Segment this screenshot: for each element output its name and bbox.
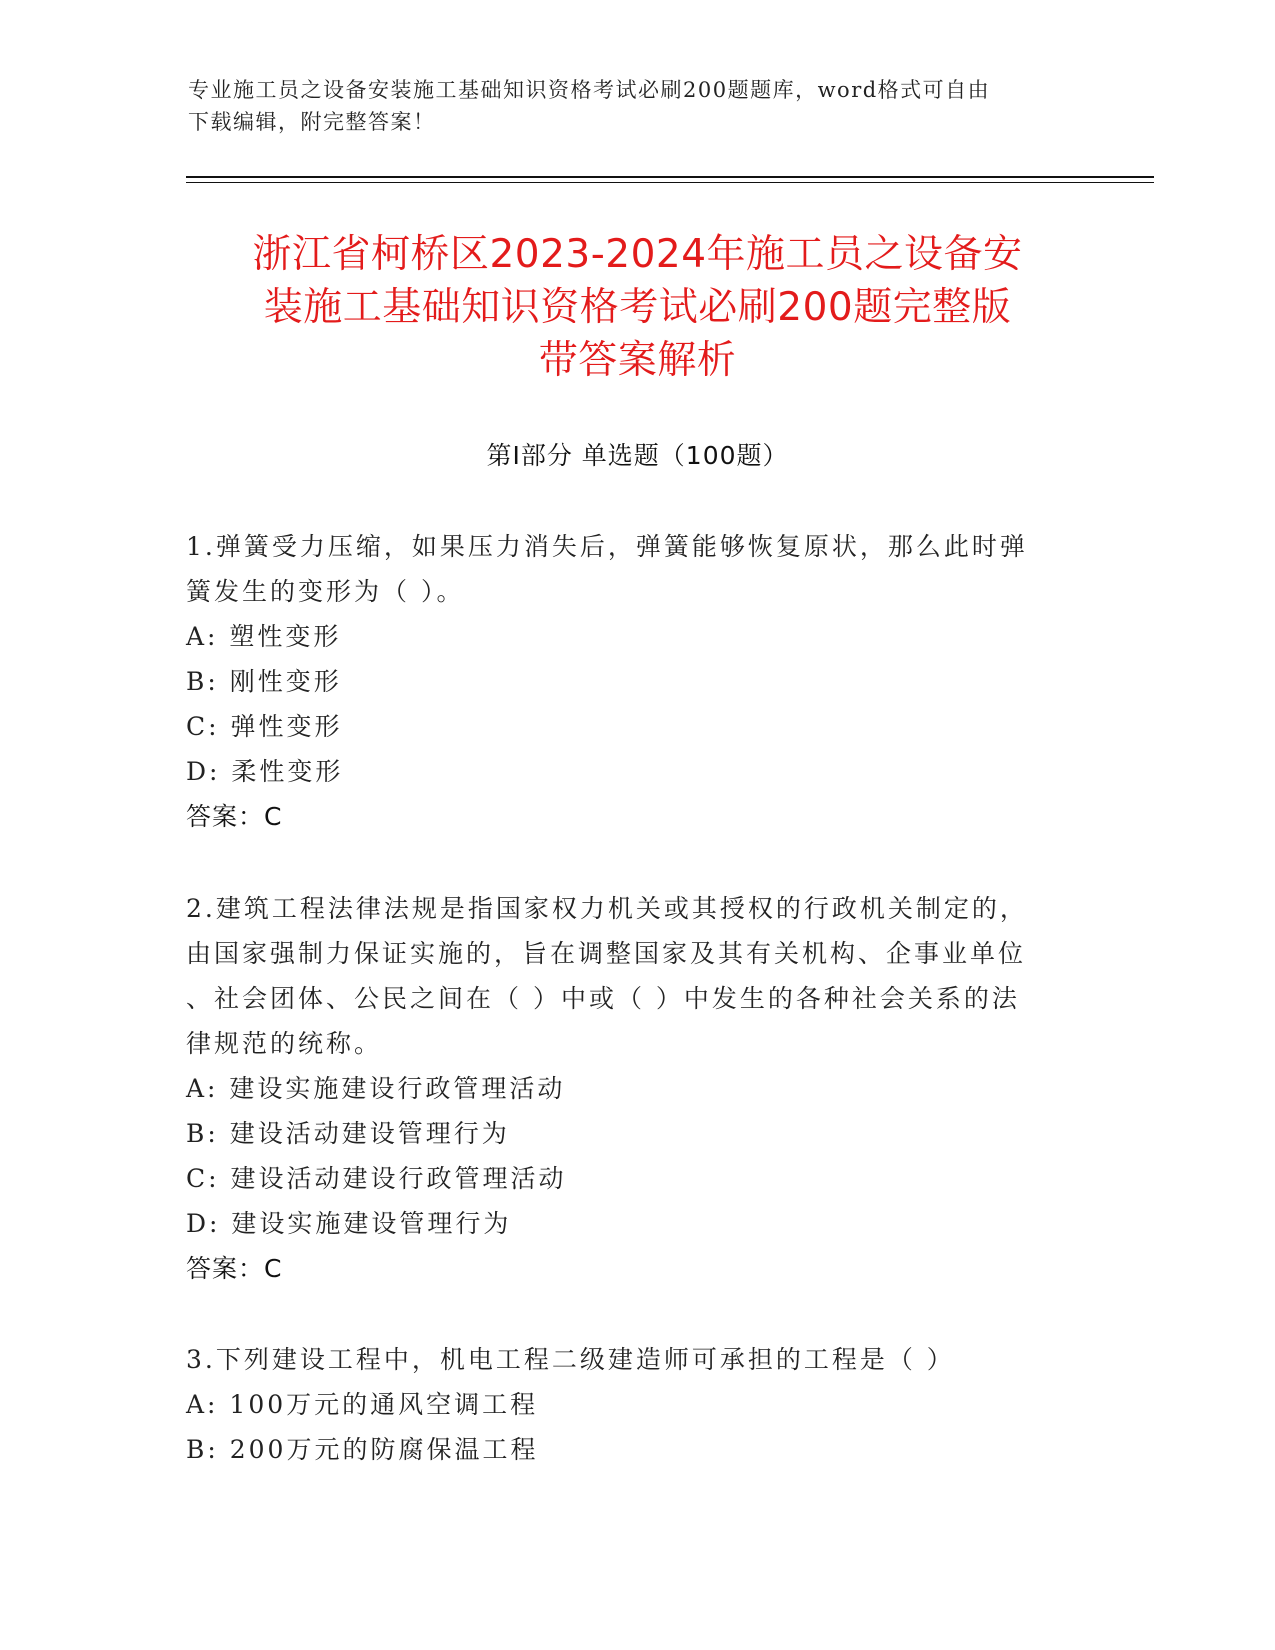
question-item	[186, 524, 1066, 839]
option-d: D: 建设实施建设管理行为	[186, 1209, 512, 1238]
question-stem	[186, 886, 1066, 1066]
header-divider-thick	[186, 176, 1154, 178]
option-a: A: 塑性变形	[186, 622, 342, 651]
title-line: 装施工基础知识资格考试必刷200题完整版	[263, 285, 1012, 330]
header-note-line: 下载编辑，附完整答案！	[188, 110, 436, 134]
header-note-line: 专业施工员之设备安装施工基础知识资格考试必刷200题题库，word格式可自由	[188, 78, 991, 102]
header-divider-thin	[186, 182, 1154, 183]
title-line: 带答案解析	[538, 338, 737, 383]
header-note	[188, 74, 1088, 138]
stem-line: 3.下列建设工程中，机电工程二级建造师可承担的工程是（ ）	[186, 1345, 955, 1374]
stem-line: 2.建筑工程法律法规是指国家权力机关或其授权的行政机关制定的，	[186, 894, 1028, 923]
option-c: C: 弹性变形	[186, 712, 343, 741]
stem-line: 簧发生的变形为（ ）。	[186, 577, 465, 606]
question-stem	[186, 524, 1066, 614]
option-c: C: 建设活动建设行政管理活动	[186, 1164, 567, 1193]
option-b: B: 刚性变形	[186, 667, 342, 696]
document-title	[180, 228, 1095, 387]
stem-line: 、社会团体、公民之间在（ ）中或（ ）中发生的各种社会关系的法	[186, 984, 1020, 1013]
answer-text: 答案：C	[186, 802, 283, 831]
question-item	[186, 886, 1066, 1291]
stem-line: 由国家强制力保证实施的，旨在调整国家及其有关机构、企事业单位	[186, 939, 1027, 968]
stem-line: 1.弹簧受力压缩，如果压力消失后，弹簧能够恢复原状，那么此时弹	[186, 532, 1028, 561]
title-line: 浙江省柯桥区2023-2024年施工员之设备安	[252, 232, 1023, 277]
stem-line: 律规范的统称。	[186, 1029, 383, 1058]
question-stem	[186, 1337, 1066, 1382]
answer-text: 答案：C	[186, 1254, 283, 1283]
section-heading: 第Ⅰ部分 单选题（100题）	[486, 441, 789, 470]
option-a: A: 100万元的通风空调工程	[186, 1390, 539, 1419]
option-d: D: 柔性变形	[186, 757, 344, 786]
option-a: A: 建设实施建设行政管理活动	[186, 1074, 566, 1103]
option-b: B: 建设活动建设管理行为	[186, 1119, 510, 1148]
option-b: B: 200万元的防腐保温工程	[186, 1435, 539, 1464]
question-item	[186, 1337, 1066, 1472]
